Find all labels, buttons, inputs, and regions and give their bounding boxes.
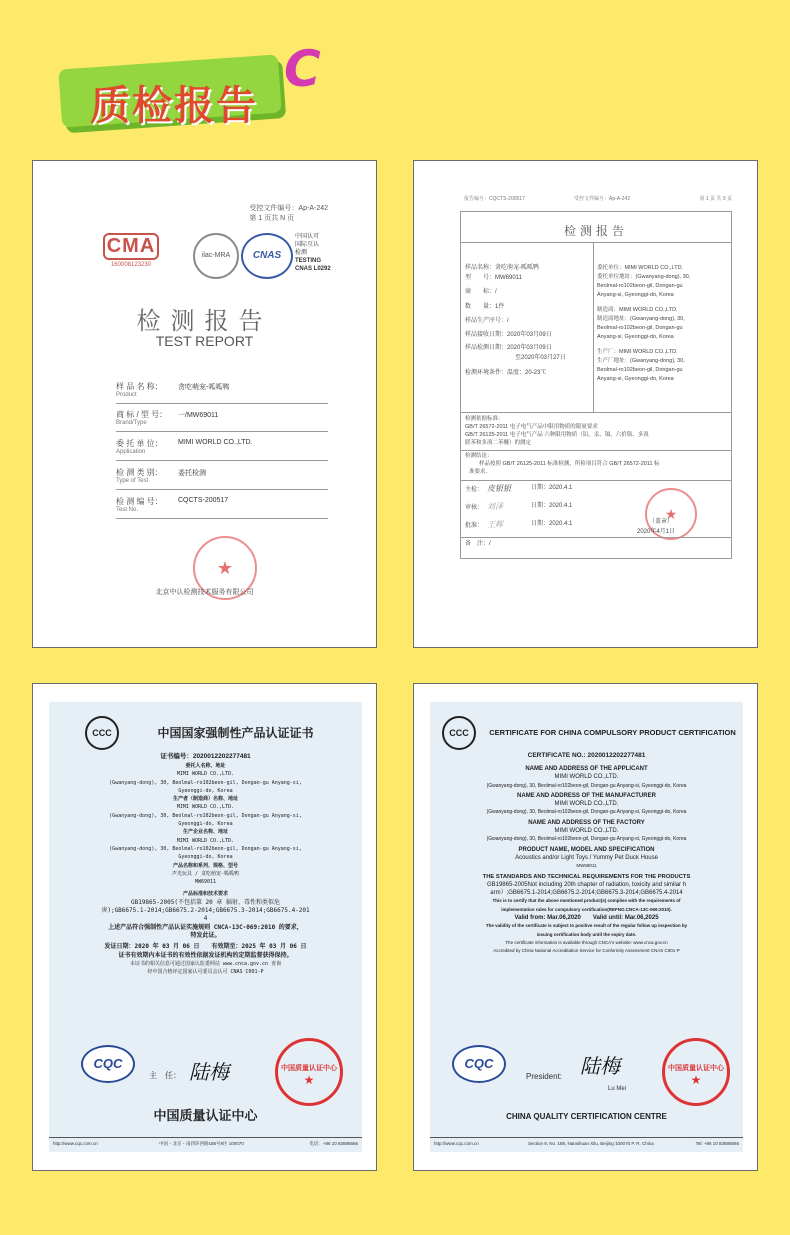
conclusion-title: 检测结论： xyxy=(465,453,493,459)
line: MIMI WORLD CO.,LTD. xyxy=(554,774,619,781)
field: 样品检测日期：2020年03月09日 xyxy=(465,345,552,351)
field-label-en: Type of Test xyxy=(116,478,149,484)
field: 检测环境条件：温度：20-23℃ xyxy=(465,370,547,376)
divider xyxy=(461,412,731,413)
line: 委托人名称、地址 xyxy=(185,763,226,769)
certificate-number: 证书编号：2020012202277481 xyxy=(160,753,251,760)
report-body xyxy=(460,211,732,559)
report-title: 检测报告 xyxy=(563,224,628,238)
line: (Gwanyang-dong), 30, Beolmal-ro102beon-gil, Dongan-gu Anyang-si, xyxy=(109,779,302,786)
conclusion-line: 样品按照 GB/T 26125-2011 标准检测，所检项目符合 GB/T 26572-2011 标 xyxy=(479,461,660,467)
field-label: 商 标 / 型 号： xyxy=(116,410,168,419)
line: 证书有效期内本证书的有效性依据发证机构的定期监督获得保持。 xyxy=(118,951,293,959)
divider xyxy=(461,537,731,538)
field-row xyxy=(116,381,328,404)
page-count: 第 1 页 共 9 页 xyxy=(699,196,732,202)
line: (Gwanyang-dong), 30, Beolmal-ro102beon-gil, Dongan-gu Anyang-si, Gyeonggi-do, Korea xyxy=(486,782,687,789)
remark: 备 注：/ xyxy=(465,541,491,547)
line: 产品名称和系列、规格、型号 xyxy=(172,862,238,869)
footer-address: 中国・北京・南四环西路188号9区 100070 xyxy=(159,1141,244,1146)
ccc-logo: CCC xyxy=(442,716,476,750)
signature: 皮银银 xyxy=(487,484,512,493)
line: MIMI WORLD CO.,LTD. xyxy=(176,804,235,811)
line: 害);GB6675.1-2014;GB6675.2-2014;GB6675.3-2014;GB6675.4-201 xyxy=(101,907,310,915)
field: 制造商地址：(Gwanyang-dong), 30, xyxy=(597,316,685,322)
line: 声光玩具 / 贪吃萌宠-呱呱鸭 xyxy=(171,870,240,877)
right-fields xyxy=(597,264,690,384)
line: (Gwanyang-dong), 30, Beolmal-ro102beon-gil, Dongan-gu Anyang-si, Gyeonggi-do, Korea xyxy=(486,809,687,816)
sign-label: 审核： xyxy=(465,505,484,511)
seal-text: 中国质量认证中心 xyxy=(281,1065,337,1072)
certificate-body xyxy=(49,702,362,1152)
header-line: 第 1 页共 N 页 xyxy=(249,215,295,222)
signature: 陆梅 xyxy=(580,1054,620,1078)
field: Anyang-si, Gyeonggi-do, Korea xyxy=(597,292,674,298)
cnas-line: CNAS L0292 xyxy=(295,266,331,272)
ccc-logo: CCC xyxy=(85,716,119,750)
line: MW69011 xyxy=(576,863,597,869)
header-line: 受控文件编号：Ap-A-242 xyxy=(249,205,328,212)
cma-mark: CMA xyxy=(103,233,159,260)
org-name: CHINA QUALITY CERTIFICATION CENTRE xyxy=(506,1112,667,1121)
line: NAME AND ADDRESS OF THE MANUFACTURER xyxy=(517,792,656,799)
field: Anyang-si, Gyeonggi-do, Korea xyxy=(597,376,674,382)
divider xyxy=(461,480,731,481)
line: 本证书的相关信息可通过国家认监委网站 www.cnca.gov.cn 查询 xyxy=(129,960,282,967)
field-value: 一/MW69011 xyxy=(178,412,219,419)
field-label-en: Test No. xyxy=(116,507,139,513)
cnas-text xyxy=(295,233,331,273)
ccc-certificate-cn-card[interactable] xyxy=(32,683,377,1171)
certificate-title: CERTIFICATE FOR CHINA COMPULSORY PRODUCT CERTIFICATION xyxy=(489,728,736,737)
basis-title: 检测依据标准： xyxy=(465,416,504,422)
test-report-cover-card[interactable] xyxy=(32,160,377,648)
banner xyxy=(60,40,330,129)
field-value: MIMI WORLD CO.,LTD. xyxy=(178,439,253,446)
field-row xyxy=(116,438,328,461)
field: 数 量：1件 xyxy=(465,303,505,310)
field: 样品生产序号：/ xyxy=(465,318,509,324)
certificate-lines xyxy=(430,765,743,956)
line: 产品标准和技术要求 xyxy=(182,891,228,898)
cma-logo xyxy=(103,233,159,268)
cnas-line: 国际互认 xyxy=(295,242,320,248)
field: 委托单位：MIMI WORLD CO.,LTD. xyxy=(597,265,684,271)
cma-number: 160008123230 xyxy=(110,262,152,268)
line: The validity of the certificate is subject to positive result of the regular follow up inspection by xyxy=(485,923,688,929)
field: 样品名称：贪吃萌宠-呱呱鸭 xyxy=(465,265,539,271)
banner-letter: C xyxy=(284,40,321,98)
divider xyxy=(461,242,731,243)
line: 特发此证。 xyxy=(190,931,221,939)
red-seal xyxy=(275,1038,343,1106)
signer-label: 主 任： xyxy=(149,1071,181,1080)
line: (Gwanyang-dong), 30, Beolmal-ro102beon-gil, Dongan-gu Anyang-si, xyxy=(109,845,302,852)
field: 至2020年03月27日 xyxy=(515,354,566,361)
field-label-en: Brand/Type xyxy=(116,420,147,426)
conclusion-line: 准要求。 xyxy=(469,469,492,475)
line: issuing certification body until the expiry date. xyxy=(536,931,637,937)
certificate-lines xyxy=(49,762,362,976)
cqc-logo: CQC xyxy=(81,1045,135,1083)
left-fields xyxy=(465,264,566,379)
field-label-en: Product xyxy=(116,392,137,398)
line: This is to certify that the above mentioned product(s) complies with the requirements of xyxy=(492,898,681,904)
line: (Gwanyang-dong), 30, Beolmal-ro102beon-gil, Dongan-gu Anyang-si, Gyeonggi-do, Korea xyxy=(486,836,687,843)
conclusion-section xyxy=(465,452,660,476)
field: Beolmal-ro102beon-gil, Dongan-gu xyxy=(597,367,683,373)
footer-url: http://www.cqc.com.cn xyxy=(434,1141,479,1146)
line: NAME AND ADDRESS OF THE FACTORY xyxy=(528,819,645,826)
seal-star: ★ xyxy=(303,1073,315,1087)
line: (Gwanyang-dong), 30, Beolmal-ro102beon-gil, Dongan-gu Anyang-si, xyxy=(109,812,302,819)
field-row xyxy=(116,409,328,432)
line: 生产者（制造商）名称、地址 xyxy=(172,796,238,803)
sign-date: 日期：2020.4.1 xyxy=(531,503,573,509)
signer-label: President: xyxy=(526,1072,563,1081)
line: PRODUCT NAME, MODEL AND SPECIFICATION xyxy=(518,846,655,853)
line: arm）;GB6675.1-2014;GB6675.2-2014;GB6675.3-2014;GB6675.4-2014 xyxy=(490,890,683,897)
issuer: 北京中认检测技术服务有限公司 xyxy=(155,589,254,596)
line: Gyeonggi-do, Korea xyxy=(178,854,233,861)
footer-phone: Tel: +86 10 83886666 xyxy=(695,1141,739,1146)
field-label: 检 测 类 别： xyxy=(116,468,163,477)
org-name: 中国质量认证中心 xyxy=(153,1108,258,1123)
sign-label: 主检： xyxy=(465,487,484,493)
field: 委托单位地址：(Gwanyang-dong), 30, xyxy=(597,274,691,280)
divider xyxy=(593,242,594,412)
line: Gyeonggi-do, Korea xyxy=(178,787,233,794)
line: MIMI WORLD CO.,LTD. xyxy=(554,801,619,808)
basis-section xyxy=(465,415,649,447)
field-value: 贪吃萌宠-呱呱鸭 xyxy=(178,384,230,391)
line: 生产企业名称、地址 xyxy=(182,829,228,836)
cover-header xyxy=(249,204,328,224)
red-stamp: ★ xyxy=(645,488,697,540)
line: 上述产品符合强制性产品认证实施规则 CNCA-13C-069:2010 的要求， xyxy=(108,923,303,931)
field-label-en: Application xyxy=(116,449,146,455)
field: 商 标：/ xyxy=(465,289,497,295)
test-report-page-card[interactable] xyxy=(413,160,758,648)
signature: 王辉 xyxy=(487,520,504,529)
signer-name: Lu Mei xyxy=(608,1086,627,1092)
field-row xyxy=(116,496,328,519)
line: MIMI WORLD CO.,LTD. xyxy=(176,837,235,844)
footer xyxy=(430,1137,743,1152)
field: 生产厂地址：(Gwanyang-dong), 30, xyxy=(597,358,685,364)
line: MIMI WORLD CO.,LTD. xyxy=(176,771,235,778)
line: THE STANDARDS AND TECHNICAL REQUIREMENTS FOR THE PRODUCTS xyxy=(482,873,691,880)
ilac-logo: ilac-MRA xyxy=(193,233,239,279)
title-cn: 检测报告 xyxy=(136,307,273,335)
certificate-number: CERTIFICATE NO.: 2020012202277481 xyxy=(527,752,646,759)
sign-row xyxy=(465,520,573,532)
line: Acoustics and/or Light Toys / Yummy Pet Duck House xyxy=(515,854,658,861)
title-en: TEST REPORT xyxy=(155,333,254,349)
seal-text: 中国质量认证中心 xyxy=(668,1065,724,1072)
sign-row xyxy=(465,502,573,514)
sign-date: 日期：2020.4.1 xyxy=(531,521,573,527)
line: 经中国合格评定国家认可委员会认可 CNAS C001-P xyxy=(147,969,264,976)
banner-title: 质检报告 xyxy=(90,83,258,129)
basis-line: 联苯和多溴二苯醚）的测定 xyxy=(465,440,532,446)
basis-line: GB/T 26572-2011 电子电气产品中限用物质的限量要求 xyxy=(465,424,598,430)
sign-label: 批准： xyxy=(465,523,484,529)
field-label: 样 品 名 称： xyxy=(116,382,163,391)
cqc-logo: CQC xyxy=(452,1045,506,1083)
line: The certificate information is available through CNCA's website: www.cnca.gov.cn xyxy=(505,939,668,945)
field: 型 号：MW69011 xyxy=(465,274,522,281)
line: GB19865-2005(不包括第 20 章 辐射、毒性和类似危 xyxy=(130,898,281,906)
red-seal xyxy=(662,1038,730,1106)
seal-star: ★ xyxy=(690,1073,702,1087)
footer-phone: 电话：+86 10 83886666 xyxy=(309,1141,358,1146)
ccc-certificate-en-card[interactable] xyxy=(413,683,758,1171)
field-value: 委托检测 xyxy=(178,470,206,477)
field: Anyang-si, Gyeonggi-do, Korea xyxy=(597,334,674,340)
field-row xyxy=(116,467,328,490)
cnas-line: TESTING xyxy=(295,258,322,264)
footer-url: http://www.cqc.com.cn xyxy=(53,1141,98,1146)
cnas-line: 中国认可 xyxy=(295,234,320,240)
seal-date: 2020年4月1日 xyxy=(637,529,676,535)
line: implementation rules for compulsory certification(REFNO.CNCA-13C-069:2010). xyxy=(501,906,672,912)
line: MIMI WORLD CO.,LTD. xyxy=(554,828,619,835)
line: 发证日期：2020 年 03 月 06 日 有效期至：2025 年 03 月 06 日 xyxy=(104,943,307,951)
sign-row xyxy=(465,484,573,496)
field: 生产厂：MIMI WORLD CO.,LTD. xyxy=(597,349,678,355)
footer-address: Section 9, No. 188, Nansihuan Xilu, Beijing 100070 P. R. China xyxy=(528,1141,654,1146)
divider xyxy=(461,450,731,451)
sign-date: 日期：2020.4.1 xyxy=(531,485,573,491)
certificate-title: 中国国家强制性产品认证证书 xyxy=(157,726,314,740)
cnas-logo: CNAS xyxy=(241,233,293,279)
line: 4 xyxy=(203,915,208,923)
cnas-line: 检测 xyxy=(295,250,308,256)
seal-label: （盖章） xyxy=(649,519,674,525)
line: Accredited by China National Accreditation Service for Conformity Assessment CNAS C001-P xyxy=(493,948,680,954)
doc-no: 受控文件编号：Ap-A-242 xyxy=(574,196,631,202)
field-label: 检 测 编 号： xyxy=(116,497,163,506)
report-no: 报告编号：CQCTS-200517 xyxy=(464,196,525,202)
red-stamp: ★ xyxy=(193,536,257,600)
field: 制造商：MIMI WORLD CO.,LTD. xyxy=(597,307,678,313)
field-value: CQCTS-200517 xyxy=(178,497,229,504)
line: NAME AND ADDRESS OF THE APPLICANT xyxy=(525,766,648,772)
certificate-body xyxy=(430,702,743,1152)
field: Beolmal-ro102beon-gil, Dongan-gu xyxy=(597,283,683,289)
line: GB19865-2005Not including 20th chapter of radiation, toxicity and similar h xyxy=(486,881,687,888)
signature: 陆梅 xyxy=(189,1060,229,1084)
basis-line: GB/T 26125-2011 电子电气产品 六种限用物质（铅、汞、镉、六价铬、多溴 xyxy=(465,432,649,438)
line: Valid from: Mar.06,2020 Valid until: Mar.06,2025 xyxy=(514,915,659,922)
field-label: 委 托 单 位： xyxy=(116,439,163,448)
footer xyxy=(49,1137,362,1152)
line: Gyeonggi-do, Korea xyxy=(178,821,233,828)
field: Beolmal-ro102beon-gil, Dongan-gu xyxy=(597,325,683,331)
signature: 刘泽 xyxy=(487,502,504,511)
field: 样品接收日期：2020年03月09日 xyxy=(465,331,552,338)
line: MW69011 xyxy=(194,879,217,886)
